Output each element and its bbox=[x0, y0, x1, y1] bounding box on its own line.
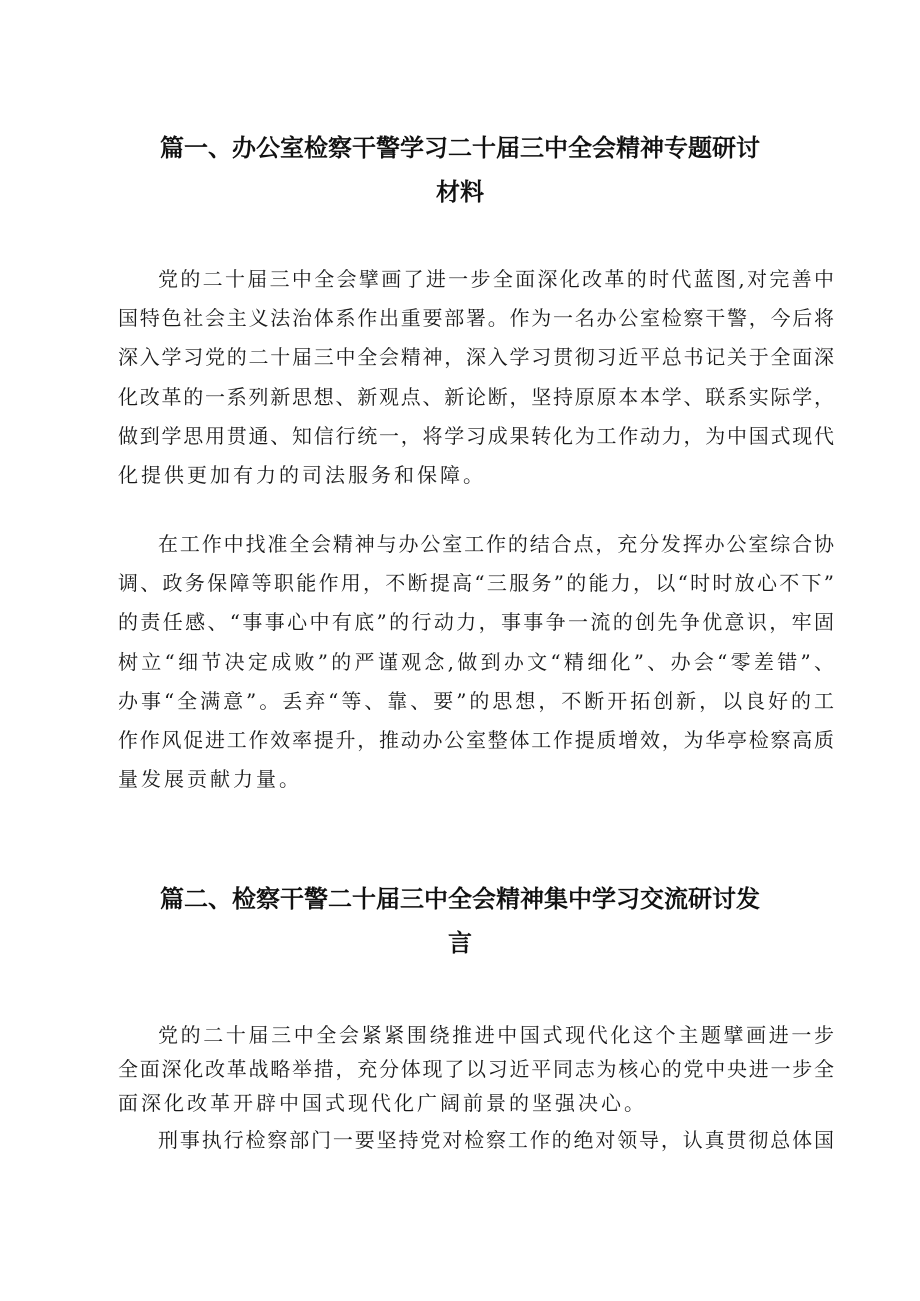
paragraph-line: 办事“全满意”。丢弃“等、靠、要”的思想，不断开拓创新，以良好的工 bbox=[118, 688, 837, 713]
paragraph-line: 深入学习党的二十届三中全会精神，深入学习贯彻习近平总书记关于全面深 bbox=[118, 345, 836, 370]
paragraph-line: 的责任感、“事事心中有底”的行动力，事事争一流的创先争优意识，牢固 bbox=[118, 610, 837, 635]
paragraph-line: 量发展贡献力量。 bbox=[118, 767, 302, 792]
article-1-title-line-2: 材料 bbox=[436, 178, 484, 206]
paragraph-line: 党的二十届三中全会紧紧围绕推进中国式现代化这个主题擘画进一步 bbox=[158, 1023, 837, 1047]
paragraph-line: 全面深化改革战略举措，充分体现了以习近平同志为核心的党中央进一步全 bbox=[118, 1057, 836, 1081]
article-2-paragraph-2 bbox=[118, 1123, 834, 1157]
paragraph-line: 化改革的一系列新思想、新观点、新论断，坚持原原本本学、联系实际学， bbox=[118, 384, 836, 409]
article-2-title bbox=[150, 884, 770, 958]
article-1-title-line-1: 篇一、办公室检察干警学习二十届三中全会精神专题研讨 bbox=[160, 134, 760, 162]
article-1-paragraph-1 bbox=[118, 260, 837, 495]
article-2-title-line-2: 言 bbox=[448, 929, 472, 957]
article-2-paragraph-1 bbox=[118, 1018, 837, 1120]
article-1-paragraph-2 bbox=[118, 525, 838, 799]
paragraph-line: 刑事执行检察部门一要坚持党对检察工作的绝对领导，认真贯彻总体国 bbox=[158, 1128, 836, 1152]
paragraph-line: 树立“细节决定成败”的严谨观念,做到办文“精细化”、办会“零差错”、 bbox=[118, 649, 838, 674]
paragraph-line: 调、政务保障等职能作用，不断提高“三服务”的能力，以“时时放心不下” bbox=[118, 571, 837, 596]
paragraph-line: 在工作中找准全会精神与办公室工作的结合点，充分发挥办公室综合协 bbox=[158, 532, 836, 556]
paragraph-line: 面深化改革开辟中国式现代化广阔前景的坚强决心。 bbox=[118, 1091, 647, 1115]
article-2-title-line-1: 篇二、检察干警二十届三中全会精神集中学习交流研讨发 bbox=[160, 885, 760, 913]
article-1-title bbox=[150, 133, 770, 207]
paragraph-line: 做到学思用贯通、知信行统一，将学习成果转化为工作动力，为中国式现代 bbox=[118, 423, 836, 448]
paragraph-line: 国特色社会主义法治体系作出重要部署。作为一名办公室检察干警，今后将 bbox=[118, 306, 836, 331]
paragraph-line: 化提供更加有力的司法服务和保障。 bbox=[118, 462, 486, 487]
paragraph-line: 作作风促进工作效率提升，推动办公室整体工作提质增效，为华亭检察高质 bbox=[118, 727, 836, 752]
paragraph-line: 党的二十届三中全会擘画了进一步全面深化改革的时代蓝图,对完善中 bbox=[158, 267, 837, 291]
